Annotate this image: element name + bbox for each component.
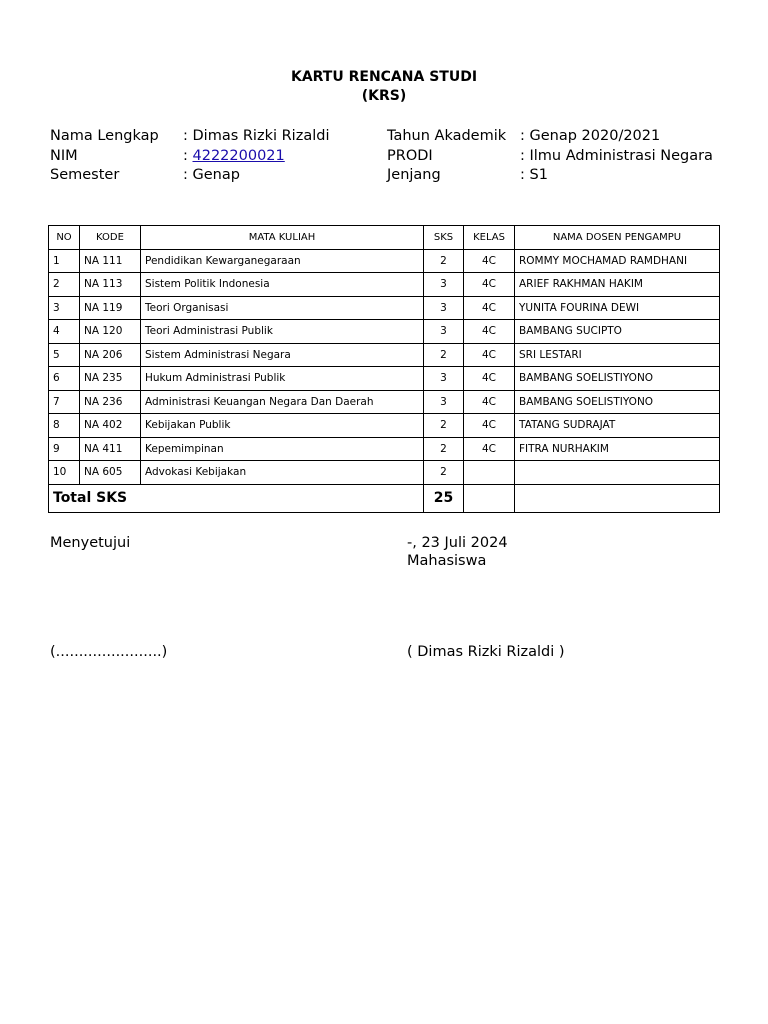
cell-dosen: FITRA NURHAKIM [515,437,720,461]
cell-sks: 2 [424,343,464,367]
cell-kelas: 4C [464,273,515,297]
total-sks-value: 25 [424,484,464,512]
info-row-jenjang [387,166,747,186]
cell-mata-kuliah: Pendidikan Kewarganegaraan [141,249,424,273]
cell-kelas: 4C [464,249,515,273]
header-kode: KODE [80,226,141,250]
table-row [49,461,720,485]
cell-kelas: 4C [464,414,515,438]
header-sks: SKS [424,226,464,250]
total-empty-cell [464,484,515,512]
info-value [183,147,285,167]
total-empty-cell [515,484,720,512]
cell-mata-kuliah: Kepemimpinan [141,437,424,461]
cell-sks: 2 [424,437,464,461]
cell-mata-kuliah: Hukum Administrasi Publik [141,367,424,391]
cell-sks: 2 [424,461,464,485]
cell-dosen [515,461,720,485]
cell-kode: NA 402 [80,414,141,438]
krs-table [48,225,720,513]
info-label: Tahun Akademik [387,128,507,144]
info-label: Semester [50,167,120,183]
info-row-nim [50,147,390,167]
info-label: Nama Lengkap [50,128,159,144]
student-signature-name: ( Dimas Rizki Rizaldi ) [407,644,565,660]
cell-kelas: 4C [464,437,515,461]
cell-no: 8 [49,414,80,438]
info-label: NIM [50,147,78,164]
cell-sks: 3 [424,296,464,320]
cell-sks: 3 [424,390,464,414]
cell-mata-kuliah: Sistem Politik Indonesia [141,273,424,297]
cell-sks: 3 [424,320,464,344]
document-subtitle: (KRS) [361,88,407,104]
table-row [49,437,720,461]
info-value: : Genap [183,167,240,183]
student-info-right [387,127,747,186]
cell-mata-kuliah: Teori Organisasi [141,296,424,320]
cell-kelas: 4C [464,320,515,344]
info-value: : Dimas Rizki Rizaldi [183,128,330,144]
nim-prefix: : [183,147,193,164]
cell-sks: 3 [424,367,464,391]
cell-mata-kuliah: Sistem Administrasi Negara [141,343,424,367]
cell-kode: NA 111 [80,249,141,273]
table-row [49,414,720,438]
cell-kelas: 4C [464,367,515,391]
info-label: Jenjang [387,167,441,183]
cell-dosen: ARIEF RAKHMAN HAKIM [515,273,720,297]
info-value: : Ilmu Administrasi Negara [520,147,713,164]
cell-kode: NA 120 [80,320,141,344]
cell-no: 4 [49,320,80,344]
cell-sks: 2 [424,249,464,273]
cell-kelas [464,461,515,485]
cell-dosen: YUNITA FOURINA DEWI [515,296,720,320]
cell-kode: NA 411 [80,437,141,461]
table-row [49,273,720,297]
cell-no: 5 [49,343,80,367]
signature-date: -, 23 Juli 2024 [407,535,508,551]
cell-no: 6 [49,367,80,391]
cell-kelas: 4C [464,390,515,414]
student-role-label: Mahasiswa [407,553,487,569]
cell-no: 1 [49,249,80,273]
cell-kode: NA 236 [80,390,141,414]
cell-mata-kuliah: Advokasi Kebijakan [141,461,424,485]
cell-dosen: ROMMY MOCHAMAD RAMDHANI [515,249,720,273]
header-no: NO [49,226,80,250]
cell-kelas: 4C [464,296,515,320]
cell-no: 9 [49,437,80,461]
info-row-nama [50,127,390,147]
table-row [49,320,720,344]
info-row-prodi [387,147,747,167]
document-title: KARTU RENCANA STUDI [290,69,478,85]
info-value: : Genap 2020/2021 [520,128,661,144]
table-row [49,343,720,367]
approver-signature-line: (.......................) [50,644,168,660]
info-label: PRODI [387,147,433,164]
table-row [49,296,720,320]
student-info-left [50,127,390,186]
nim-link[interactable]: 4222200021 [192,147,285,164]
info-value: : S1 [520,167,548,183]
cell-dosen: SRI LESTARI [515,343,720,367]
cell-dosen: BAMBANG SUCIPTO [515,320,720,344]
cell-kelas: 4C [464,343,515,367]
table-row [49,390,720,414]
info-row-semester [50,166,390,186]
cell-kode: NA 113 [80,273,141,297]
cell-dosen: BAMBANG SOELISTIYONO [515,390,720,414]
table-header-row [49,226,720,250]
header-mata-kuliah: MATA KULIAH [141,226,424,250]
cell-mata-kuliah: Teori Administrasi Publik [141,320,424,344]
header-dosen: NAMA DOSEN PENGAMPU [515,226,720,250]
table-total-row [49,484,720,512]
header-kelas: KELAS [464,226,515,250]
cell-kode: NA 206 [80,343,141,367]
cell-no: 7 [49,390,80,414]
table-row [49,367,720,391]
cell-no: 3 [49,296,80,320]
cell-dosen: TATANG SUDRAJAT [515,414,720,438]
cell-mata-kuliah: Kebijakan Publik [141,414,424,438]
approval-label: Menyetujui [50,535,131,551]
cell-dosen: BAMBANG SOELISTIYONO [515,367,720,391]
cell-sks: 3 [424,273,464,297]
total-sks-label: Total SKS [49,484,424,512]
info-row-tahun-akademik [387,127,747,147]
cell-no: 10 [49,461,80,485]
cell-kode: NA 119 [80,296,141,320]
cell-mata-kuliah: Administrasi Keuangan Negara Dan Daerah [141,390,424,414]
table-row [49,249,720,273]
cell-kode: NA 235 [80,367,141,391]
cell-kode: NA 605 [80,461,141,485]
cell-sks: 2 [424,414,464,438]
cell-no: 2 [49,273,80,297]
